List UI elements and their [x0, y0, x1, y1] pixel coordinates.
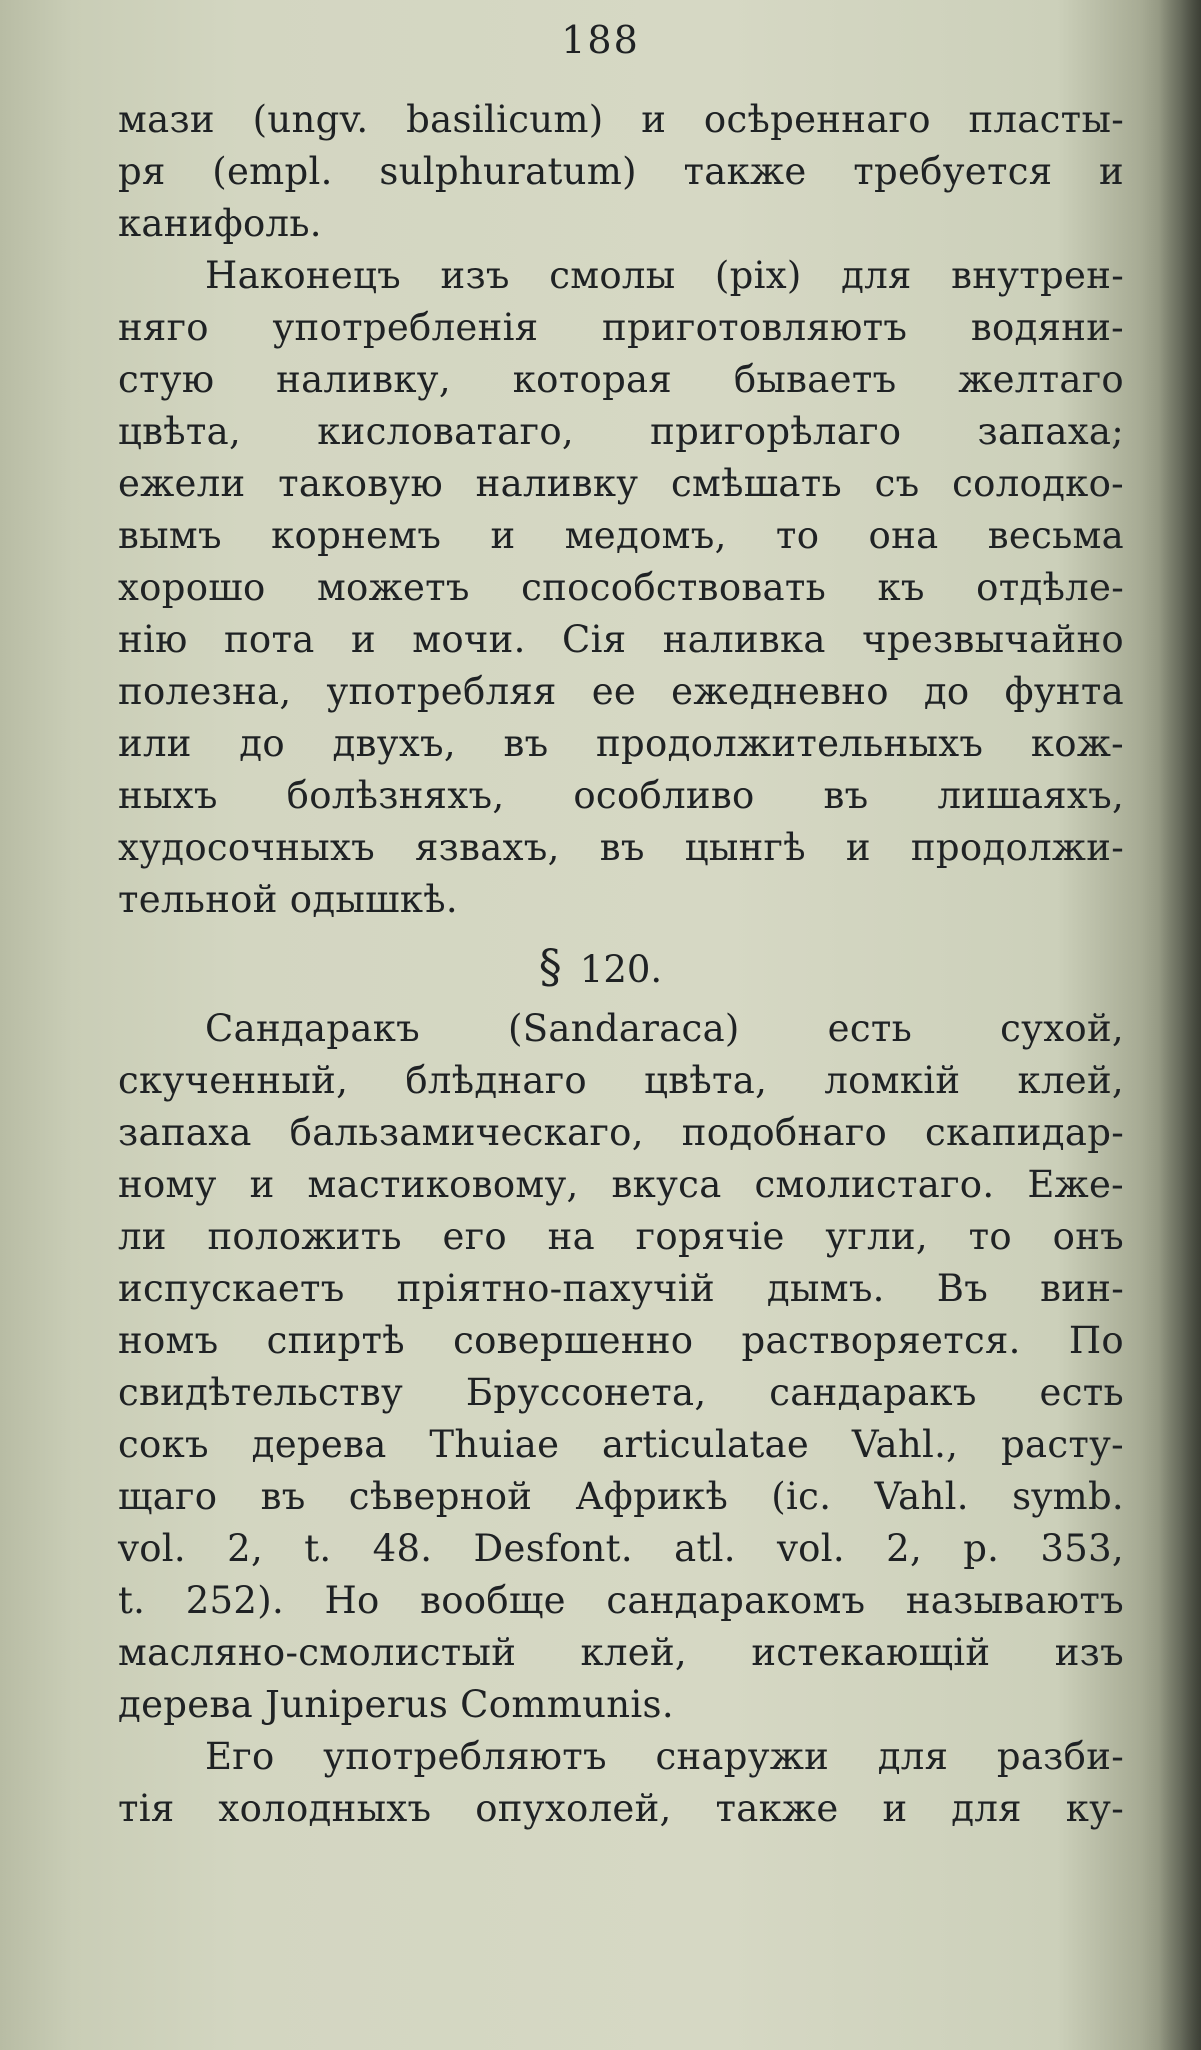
text-line: худосочныхъ язвахъ, въ цынгѣ и продолжи-: [118, 826, 1124, 869]
text-line: сокъ дерева Thuiae articulatae Vahl., расту-: [118, 1423, 1124, 1466]
text-line: номъ спиртѣ совершенно растворяется. По: [118, 1319, 1124, 1362]
text-line: свидѣтельству Бруссонета, сандаракъ есть: [118, 1371, 1124, 1414]
text-line: или до двухъ, въ продолжительныхъ кож-: [118, 722, 1124, 765]
text-line: щаго въ сѣверной Африкѣ (ic. Vahl. symb.: [118, 1475, 1124, 1518]
text-line: масляно-смолистый клей, истекающій изъ: [118, 1631, 1124, 1674]
text-line: ежели таковую наливку смѣшать съ солодко-: [118, 462, 1124, 505]
section-heading: [0, 940, 1201, 996]
text-line: t. 252). Но вообще сандаракомъ называютъ: [118, 1579, 1124, 1622]
text-line: полезна, употребляя ее ежедневно до фунта: [118, 670, 1124, 713]
text-line: запаха бальзамическаго, подобнаго скапидар-: [118, 1111, 1124, 1154]
text-line: ли положить его на горячіе угли, то онъ: [118, 1215, 1124, 1258]
text-line: ныхъ болѣзняхъ, особливо въ лишаяхъ,: [118, 774, 1124, 817]
section-sign: §: [538, 939, 562, 993]
text-line: Сандаракъ (Sandaraca) есть сухой,: [205, 1007, 1124, 1050]
text-line: vol. 2, t. 48. Desfont. atl. vol. 2, p. 353,: [118, 1527, 1124, 1570]
page-gutter-shadow: [1159, 0, 1201, 2050]
text-line: ря (empl. sulphuratum) также требуется и: [118, 150, 1124, 193]
text-line: ному и мастиковому, вкуса смолистаго. Еже-: [118, 1163, 1124, 1206]
text-line: испускаетъ пріятно-пахучій дымъ. Въ вин-: [118, 1267, 1124, 1310]
text-line: тельной одышкѣ.: [118, 878, 458, 921]
text-line: нію пота и мочи. Сія наливка чрезвычайно: [118, 618, 1124, 661]
text-line: канифоль.: [118, 202, 322, 245]
text-line: мази (ungv. basilicum) и осѣреннаго пласты-: [118, 98, 1124, 141]
text-line: няго употребленія приготовляютъ водяни-: [118, 306, 1124, 349]
text-line: скученный, блѣднаго цвѣта, ломкій клей,: [118, 1059, 1124, 1102]
page-number: 188: [561, 18, 640, 62]
text-line: Наконецъ изъ смолы (pix) для внутрен-: [205, 254, 1124, 297]
text-line: дерева Juniperus Communis.: [118, 1683, 674, 1726]
text-line: вымъ корнемъ и медомъ, то она весьма: [118, 514, 1124, 557]
text-line: тія холодныхъ опухолей, также и для ку-: [118, 1787, 1124, 1830]
text-line: хорошо можетъ способствовать къ отдѣле-: [118, 566, 1124, 609]
text-line: стую наливку, которая бываетъ желтаго: [118, 358, 1124, 401]
text-line: цвѣта, кисловатаго, пригорѣлаго запаха;: [118, 410, 1124, 453]
text-line: Его употребляютъ снаружи для разби-: [205, 1735, 1124, 1778]
section-number: 120.: [579, 948, 663, 991]
